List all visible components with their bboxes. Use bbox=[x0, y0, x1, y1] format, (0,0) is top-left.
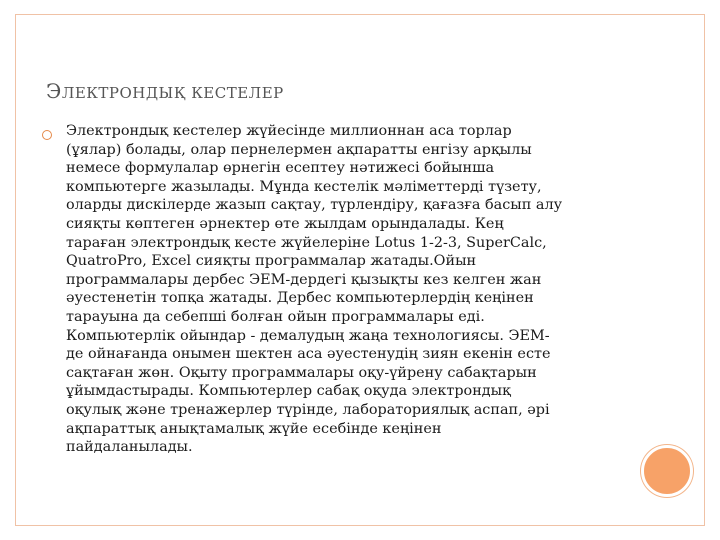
body-line: пайдаланылады. bbox=[66, 439, 193, 456]
body-line: тарауына да себепші болған ойын программалары еді. bbox=[66, 308, 485, 325]
body-line: оқулық және тренажерлер түрінде, лабораториялық аспап, әрі bbox=[66, 401, 550, 418]
body-line: оларды дискілерде жазып сақтау, түрлендіру, қағазға басып алу bbox=[66, 197, 563, 214]
slide-title-initial: Э bbox=[46, 79, 62, 103]
body-line: ұйымдастырады. Компьютерлер сабақ оқуда электрондық bbox=[66, 383, 511, 400]
body-line: Электрондық кестелер жүйесінде миллионнан аса торлар bbox=[66, 123, 512, 139]
body-line: QuatroPro, Excel сияқты программалар жатады.Ойын bbox=[66, 253, 477, 270]
body-line: компьютерге жазылады. Мұнда кестелік мәліметтерді түзету, bbox=[66, 178, 542, 195]
body-line: де ойнағанда онымен шектен аса әуестенудің зиян екенін есте bbox=[66, 346, 551, 363]
slide-title bbox=[46, 79, 284, 103]
body-line: немесе формулалар өрнегін есептеу нәтижесі бойынша bbox=[66, 160, 495, 177]
body-line: әуестенетін топқа жатады. Дербес компьютерлердің кеңінен bbox=[66, 290, 534, 307]
slide-body-text bbox=[66, 122, 666, 457]
orange-circle-decoration bbox=[641, 445, 693, 497]
body-line: тараған электрондық кесте жүйелеріне Lotus 1-2-3, SuperCalc, bbox=[66, 234, 547, 251]
body-line: сияқты көптеген әрнектер өте жылдам орындалады. Кең bbox=[66, 215, 504, 232]
body-line: ақпараттық анықтамалық жүйе есебінде кеңінен bbox=[66, 420, 442, 437]
body-line: программалары дербес ЭЕМ-дердегі қызықты кез келген жан bbox=[66, 271, 542, 288]
body-line: сақтаған жөн. Оқыту программалары оқу-үйрену сабақтарын bbox=[66, 364, 537, 381]
circle-bullet-icon bbox=[42, 130, 52, 140]
body-line: Компьютерлік ойындар - демалудың жаңа технологиясы. ЭЕМ- bbox=[66, 327, 550, 344]
body-line: (ұялар) болады, олар пернелермен ақпаратты енгізу арқылы bbox=[66, 141, 532, 158]
slide-title-rest: ЛЕКТРОНДЫҚ КЕСТЕЛЕР bbox=[61, 84, 284, 102]
